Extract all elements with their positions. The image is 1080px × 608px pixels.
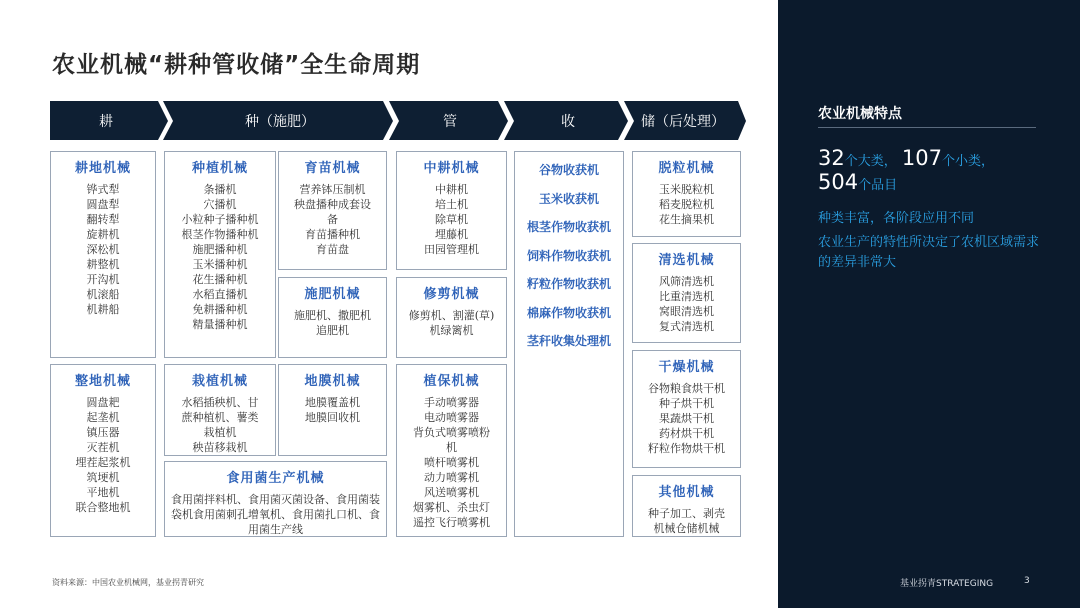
list-item: 籽粒作物收获机 bbox=[526, 277, 611, 291]
list-item: 茎秆收集处理机 bbox=[526, 334, 611, 348]
list-item: 小粒种子播种机 bbox=[181, 213, 259, 226]
box-title: 修剪机械 bbox=[423, 287, 480, 302]
page-number: 3 bbox=[1024, 576, 1030, 586]
item-list bbox=[397, 182, 506, 257]
list-item: 种子烘干机 bbox=[659, 397, 714, 410]
list-item: 培土机 bbox=[435, 198, 468, 211]
list-item: 玉米脱粒机 bbox=[659, 183, 714, 196]
list-item: 精量播种机 bbox=[192, 318, 248, 331]
box-title: 其他机械 bbox=[658, 485, 715, 500]
box-shouhuo bbox=[514, 151, 624, 537]
list-item: 起垄机 bbox=[86, 411, 120, 424]
box-title: 植保机械 bbox=[423, 374, 480, 389]
list-item: 秧苗移栽机 bbox=[192, 441, 248, 454]
stage-label-guan: 管 bbox=[443, 114, 457, 130]
item-list bbox=[633, 182, 740, 227]
item-list bbox=[397, 395, 506, 530]
list-item: 开沟机 bbox=[86, 273, 120, 286]
list-item: 谷物收获机 bbox=[538, 163, 599, 177]
list-item: 栽植机 bbox=[203, 426, 237, 439]
list-item: 深松机 bbox=[86, 243, 120, 256]
list-item: 除草机 bbox=[435, 213, 468, 226]
list-item: 中耕机 bbox=[435, 183, 468, 196]
box-text: 食用菌拌料机、食用菌灭菌设备、食用菌装袋机食用菌刺孔增氧机、食用菌扎口机、食用菌生产线 bbox=[171, 493, 380, 536]
box-ganzao bbox=[632, 350, 741, 468]
list-item: 联合整地机 bbox=[75, 501, 131, 514]
list-item: 筑埂机 bbox=[86, 471, 120, 484]
list-item: 灭茬机 bbox=[86, 441, 120, 454]
stat-minor-unit: 个小类， bbox=[941, 154, 994, 169]
stage-label-geng: 耕 bbox=[99, 114, 113, 130]
list-item: 修剪机、割灌(草) bbox=[408, 309, 495, 322]
stat-major-count: 32 bbox=[818, 146, 845, 170]
list-item: 水稻直播机 bbox=[192, 288, 248, 301]
box-title: 清选机械 bbox=[658, 253, 715, 268]
list-item: 田园管理机 bbox=[424, 243, 479, 256]
list-item: 比重清选机 bbox=[659, 290, 714, 303]
list-item: 机滚船 bbox=[86, 288, 120, 301]
list-item: 翻转犁 bbox=[86, 213, 120, 226]
list-item: 秧盘播种成套设 bbox=[294, 198, 371, 211]
list-item: 旋耕机 bbox=[86, 228, 120, 241]
sidebar-description: 农业生产的特性所决定了农机区域需求的差异非常大 bbox=[818, 235, 1040, 270]
box-tuoli bbox=[632, 151, 741, 237]
list-item: 花生摘果机 bbox=[659, 213, 714, 226]
stat-item-count: 504 bbox=[818, 170, 859, 194]
list-item: 埋茬起浆机 bbox=[75, 456, 131, 469]
item-list bbox=[279, 395, 386, 425]
list-item: 免耕播种机 bbox=[192, 303, 248, 316]
list-item: 机绿篱机 bbox=[429, 324, 474, 337]
list-item: 风筛清选机 bbox=[659, 275, 714, 288]
box-qita bbox=[632, 475, 741, 537]
box-xiujian bbox=[396, 277, 507, 358]
sidebar-panel bbox=[778, 0, 1080, 608]
sidebar-stats bbox=[818, 146, 1048, 194]
item-list bbox=[633, 274, 740, 334]
box-title: 脱粒机械 bbox=[658, 161, 715, 176]
stage-label-shou: 收 bbox=[561, 114, 575, 130]
box-title: 中耕机械 bbox=[423, 161, 480, 176]
stat-item-unit: 个品目 bbox=[858, 178, 898, 193]
box-zhengdi bbox=[50, 364, 156, 537]
list-item: 药材烘干机 bbox=[659, 427, 714, 440]
item-list bbox=[51, 395, 155, 515]
sidebar-subtitle: 种类丰富，各阶段应用不同 bbox=[818, 211, 975, 226]
box-junshi bbox=[164, 461, 387, 537]
list-item: 耕整机 bbox=[86, 258, 120, 271]
item-list bbox=[165, 395, 275, 455]
list-item: 电动喷雾器 bbox=[424, 411, 479, 424]
source-note: 资料来源：中国农业机械网，基业拐青研究 bbox=[52, 578, 204, 587]
list-item: 圆盘犁 bbox=[86, 198, 120, 211]
list-item: 谷物粮食烘干机 bbox=[648, 382, 725, 395]
list-item: 稻麦脱粒机 bbox=[659, 198, 714, 211]
list-item: 棉麻作物收获机 bbox=[526, 305, 611, 320]
box-qingxuan bbox=[632, 243, 741, 343]
list-item: 铧式犁 bbox=[86, 183, 120, 196]
box-zhongzhi bbox=[164, 151, 276, 358]
list-item: 育苗播种机 bbox=[305, 228, 360, 241]
box-title: 施肥机械 bbox=[304, 287, 361, 302]
list-item: 背负式喷雾喷粉 bbox=[413, 426, 490, 439]
stage-label-chu: 储（后处理） bbox=[641, 114, 725, 130]
list-item: 种子加工、剥壳 bbox=[648, 507, 725, 520]
list-item: 遥控飞行喷雾机 bbox=[413, 516, 490, 529]
list-item: 风送喷雾机 bbox=[424, 486, 479, 499]
sidebar-divider bbox=[818, 127, 1036, 128]
list-item: 玉米收获机 bbox=[538, 191, 599, 206]
list-item: 手动喷雾器 bbox=[424, 396, 479, 409]
item-list bbox=[279, 308, 386, 338]
list-item: 穴播机 bbox=[203, 198, 237, 211]
box-shifei bbox=[278, 277, 387, 358]
box-title: 育苗机械 bbox=[304, 161, 361, 176]
list-item: 地膜覆盖机 bbox=[305, 396, 360, 409]
item-list bbox=[279, 182, 386, 257]
list-item: 花生播种机 bbox=[192, 273, 248, 286]
list-item: 水稻插秧机、甘 bbox=[181, 396, 259, 409]
stage-label-zhong: 种（施肥） bbox=[245, 114, 315, 130]
box-title: 干燥机械 bbox=[658, 360, 715, 375]
item-list bbox=[633, 381, 740, 456]
list-item: 复式清选机 bbox=[659, 320, 714, 333]
list-item: 窝眼清选机 bbox=[659, 305, 714, 318]
box-title: 耕地机械 bbox=[74, 161, 131, 176]
box-title: 整地机械 bbox=[74, 374, 131, 389]
list-item: 埋藤机 bbox=[435, 228, 468, 241]
list-item: 条播机 bbox=[203, 183, 237, 196]
list-item: 机械仓储机械 bbox=[653, 522, 720, 535]
box-zhonggeng bbox=[396, 151, 507, 270]
box-yumiao bbox=[278, 151, 387, 270]
box-zhibao bbox=[396, 364, 507, 537]
item-list bbox=[51, 182, 155, 317]
page-title: 农业机械“耕种管收储”全生命周期 bbox=[52, 52, 421, 78]
box-title: 地膜机械 bbox=[304, 374, 361, 389]
list-item: 平地机 bbox=[86, 486, 120, 499]
stage-bar bbox=[48, 100, 748, 142]
stat-minor-count: 107 bbox=[901, 146, 942, 170]
list-item: 蔗种植机、薯类 bbox=[181, 411, 259, 424]
item-list bbox=[397, 308, 506, 338]
box-title: 食用菌生产机械 bbox=[226, 471, 325, 486]
list-item: 地膜回收机 bbox=[305, 411, 360, 424]
item-list bbox=[633, 506, 740, 536]
box-title: 栽植机械 bbox=[191, 374, 248, 389]
box-zaizhi bbox=[164, 364, 276, 456]
list-item: 动力喷雾机 bbox=[424, 471, 479, 484]
box-dimo bbox=[278, 364, 387, 456]
list-item: 玉米播种机 bbox=[192, 258, 248, 271]
list-item: 圆盘耙 bbox=[86, 396, 120, 409]
brand-logo-text: 基业拐青STRATEGING bbox=[900, 579, 994, 589]
sidebar-title: 农业机械特点 bbox=[818, 106, 902, 122]
list-item: 育苗盘 bbox=[316, 243, 349, 256]
list-item: 营养钵压制机 bbox=[299, 183, 366, 196]
list-item: 施肥播种机 bbox=[192, 243, 248, 256]
list-item: 饲料作物收获机 bbox=[526, 248, 611, 263]
list-item: 果蔬烘干机 bbox=[659, 412, 714, 425]
list-item: 籽粒作物烘干机 bbox=[648, 442, 725, 455]
list-item: 施肥机、撒肥机 bbox=[294, 309, 371, 322]
item-list bbox=[515, 152, 623, 356]
list-item: 备 bbox=[327, 213, 338, 226]
list-item: 根茎作物播种机 bbox=[181, 228, 259, 241]
box-gendi bbox=[50, 151, 156, 358]
list-item: 镇压器 bbox=[86, 426, 120, 439]
list-item: 喷杆喷雾机 bbox=[424, 456, 479, 469]
list-item: 机 bbox=[446, 441, 457, 454]
item-list bbox=[165, 182, 275, 332]
list-item: 烟雾机、杀虫灯 bbox=[413, 501, 490, 514]
box-title: 种植机械 bbox=[191, 161, 248, 176]
list-item: 根茎作物收获机 bbox=[526, 220, 611, 234]
list-item: 追肥机 bbox=[316, 324, 349, 337]
list-item: 机耕船 bbox=[86, 303, 120, 316]
stat-major-unit: 个大类， bbox=[844, 154, 897, 169]
